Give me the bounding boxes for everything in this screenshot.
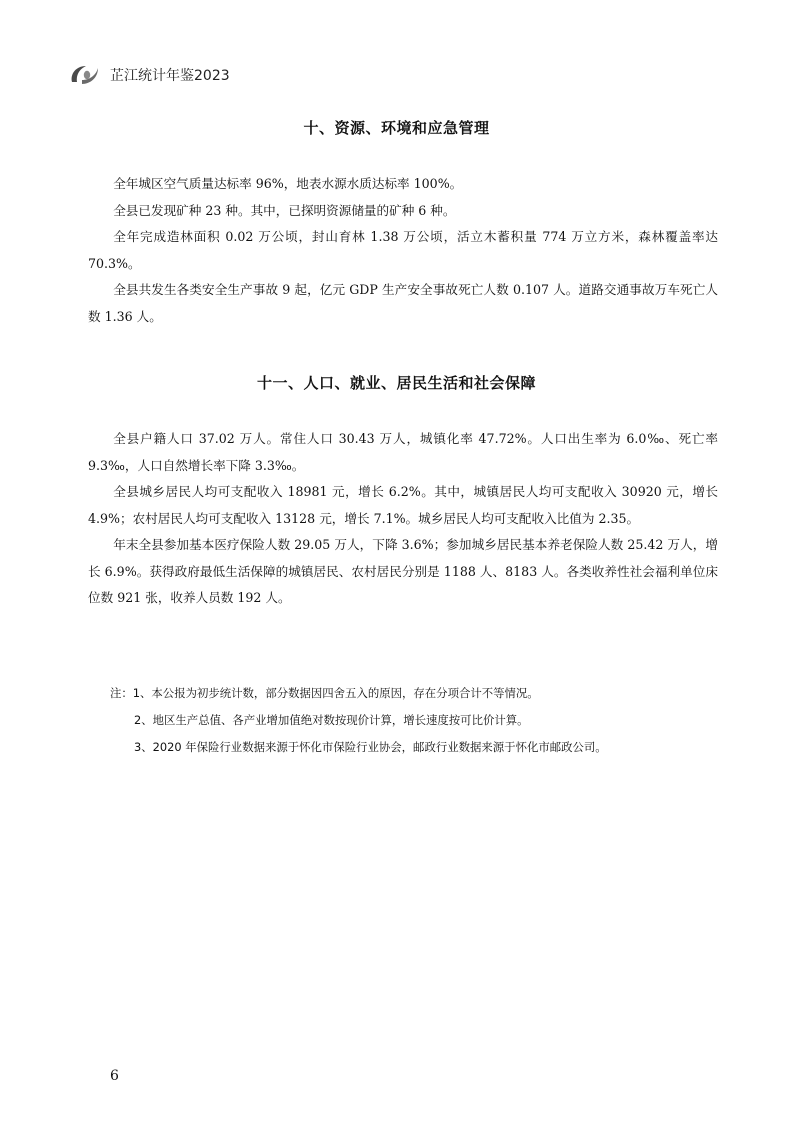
section-title-resources: 十、资源、环境和应急管理 — [303, 119, 490, 137]
page-header — [68, 62, 230, 88]
paragraph: 全县已发现矿种 23 种。其中，已探明资源储量的矿种 6 种。 — [113, 202, 456, 218]
section-body-population — [88, 426, 718, 612]
footnote-item: 3、2020 年保险行业数据来源于怀化市保险行业协会，邮政行业数据来源于怀化市邮政公司。 — [134, 740, 607, 754]
footnotes — [110, 680, 730, 761]
paragraph: 全县户籍人口 37.02 万人。常住人口 30.43 万人，城镇化率 47.72%。人口出生率为 6.0‰、死亡率 9.3‰，人口自然增长率下降 3.3‰。 — [88, 431, 718, 473]
yearbook-logo-icon — [68, 62, 102, 88]
footnote-item: 2、地区生产总值、各产业增加值绝对数按现价计算，增长速度按可比价计算。 — [134, 713, 529, 727]
section-body-resources — [88, 171, 718, 330]
paragraph: 全年完成造林面积 0.02 万公顷，封山育林 1.38 万公顷，活立木蓄积量 774 万立方米，森林覆盖率达 70.3%。 — [88, 229, 718, 271]
paragraph: 全年城区空气质量达标率 96%，地表水源水质达标率 100%。 — [113, 176, 463, 191]
page-number: 6 — [110, 1068, 119, 1084]
section-title-population: 十一、人口、就业、居民生活和社会保障 — [256, 374, 536, 392]
paragraph: 全县城乡居民人均可支配收入 18981 元，增长 6.2%。其中，城镇居民人均可支配收入 30920 元，增长 4.9%；农村居民人均可支配收入 13128 元，增长 7.1%。城乡居民人均可支配收入比值为 2.35。 — [88, 484, 718, 526]
yearbook-title: 芷江统计年鉴2023 — [110, 68, 230, 84]
footnote-item: 注：1、本公报为初步统计数，部分数据因四舍五入的原因，存在分项合计不等情况。 — [110, 686, 539, 700]
paragraph: 全县共发生各类安全生产事故 9 起，亿元 GDP 生产安全事故死亡人数 0.107 人。道路交通事故万车死亡人数 1.36 人。 — [88, 282, 718, 324]
paragraph: 年末全县参加基本医疗保险人数 29.05 万人，下降 3.6%；参加城乡居民基本养老保险人数 25.42 万人，增长 6.9%。获得政府最低生活保障的城镇居民、农村居民分别是 1188 人、8183 人。各类收养性社会福利单位床位数 921 张，收养人员数 192 人。 — [88, 537, 718, 605]
